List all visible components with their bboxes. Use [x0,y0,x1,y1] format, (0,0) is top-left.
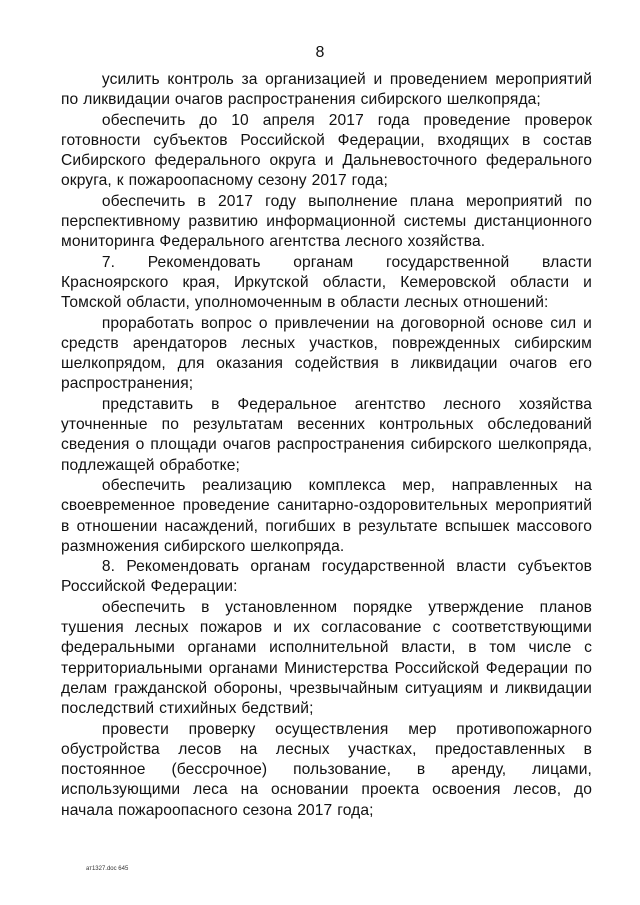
paragraph: обеспечить в 2017 году выполнение плана мероприятий по перспективному развитию информационной системы дистанционного мониторинга Федерального агентства лесного хозяйства. [61,192,592,251]
paragraph: представить в Федеральное агентство лесного хозяйства уточненные по результатам весенних контрольных обследований сведения о площади очагов распространения сибирского шелкопряда, подлежащей обработке; [61,395,592,474]
paragraph: провести проверку осуществления мер противопожарного обустройства лесов на лесных участках, предоставленных в постоянное (бессрочное) пользование, в аренду, лицами, использующими леса на основании проекта освоения лесов, до начала пожароопасного сезона 2017 года; [61,720,592,819]
paragraph: 8. Рекомендовать органам государственной власти субъектов Российской Федерации: [61,558,592,596]
paragraph: обеспечить в установленном порядке утверждение планов тушения лесных пожаров и их согласование с соответствующими федеральными органами исполнительной власти, в том числе с территориальными органами Министерства Российской Федерации по делам гражданской обороны, чрезвычайным ситуациям и ликвидации последствий стихийных бедствий; [61,598,592,718]
paragraph: 7. Рекомендовать органам государственной власти Красноярского края, Иркутской области, Кемеровской области и Томской области, уполномоченным в области лесных отношений: [61,253,592,312]
footer-document-code: ат1327.doc 645 [86,866,129,872]
document-body [61,70,592,821]
paragraph: проработать вопрос о привлечении на договорной основе сил и средств арендаторов лесных участков, поврежденных сибирским шелкопрядом, для оказания содействия в ликвидации очагов его распространения; [61,314,592,393]
paragraph: обеспечить до 10 апреля 2017 года проведение проверок готовности субъектов Российской Федерации, входящих в состав Сибирского федерального округа и Дальневосточного федерального округа, к пожароопасному сезону 2017 года; [61,111,592,190]
page-number: 8 [315,44,325,61]
paragraph: обеспечить реализацию комплекса мер, направленных на своевременное проведение санитарно-оздоровительных мероприятий в отношении насаждений, погибших в результате вспышек массового размножения сибирского шелкопряда. [61,476,592,555]
paragraph: усилить контроль за организацией и проведением мероприятий по ликвидации очагов распространения сибирского шелкопряда; [61,71,592,109]
